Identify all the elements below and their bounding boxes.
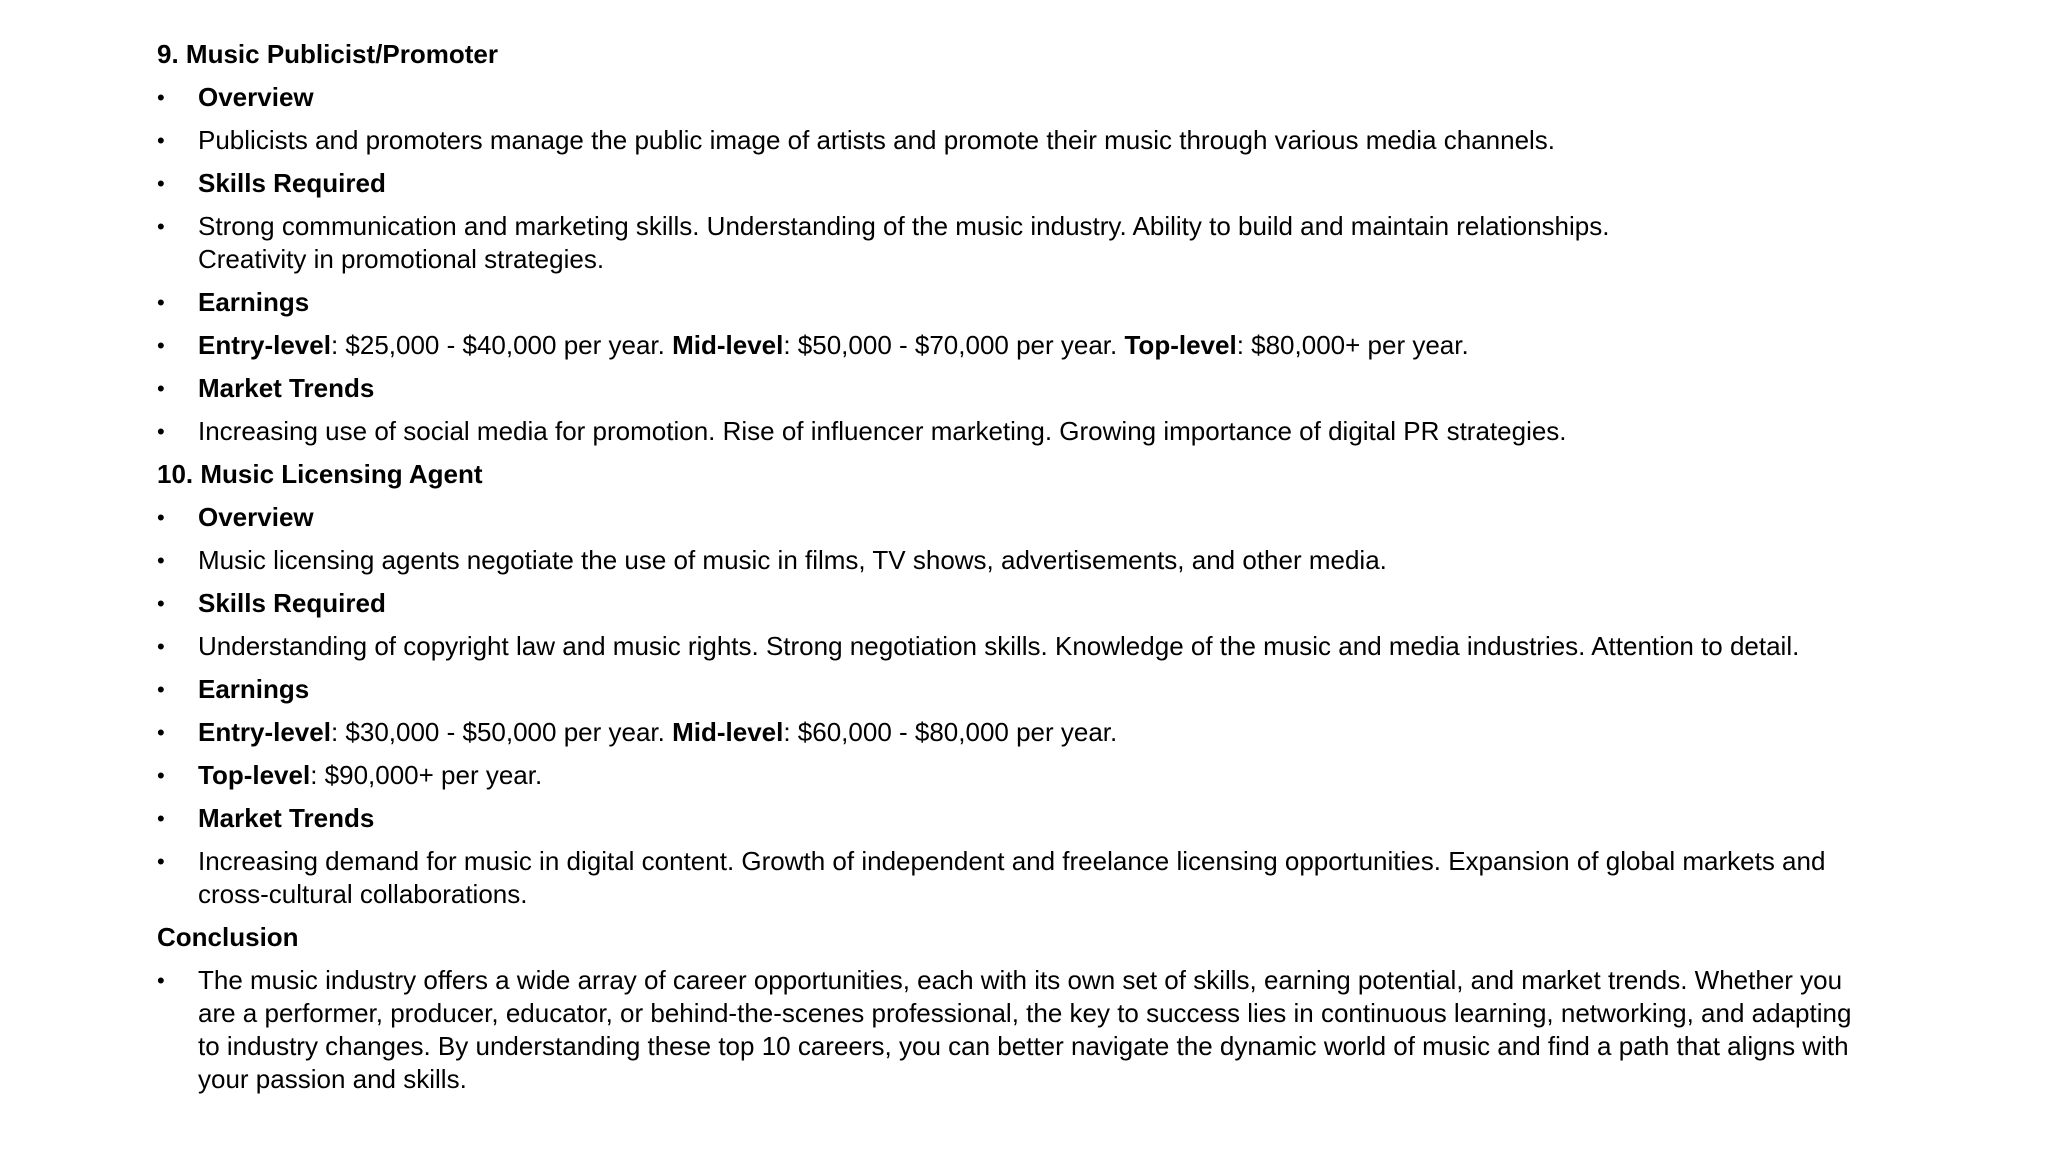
slide-content: [157, 38, 1917, 1106]
list-item: [157, 81, 1917, 114]
skills-label: Skills Required: [198, 588, 386, 618]
bullet-icon: •: [157, 419, 165, 444]
list-item: [157, 964, 1917, 1096]
market-trends-text: Increasing demand for music in digital content. Growth of independent and freelance licensing opportunities. Expansion of global markets and cross-cultural collaborations.: [198, 846, 1826, 909]
bullet-icon: •: [157, 85, 165, 110]
market-trends-text: Increasing use of social media for promotion. Rise of influencer marketing. Growing importance of digital PR strategies.: [198, 416, 1567, 446]
bullet-icon: •: [157, 128, 165, 153]
bullet-icon: •: [157, 849, 165, 874]
market-trends-label: Market Trends: [198, 803, 375, 833]
list-item: [157, 587, 1917, 620]
overview-label: Overview: [198, 82, 314, 112]
skills-text: Understanding of copyright law and music rights. Strong negotiation skills. Knowledge of the music and media industries. Attention to detail.: [198, 631, 1800, 661]
list-item: [157, 329, 1917, 362]
bullet-icon: •: [157, 677, 165, 702]
overview-label: Overview: [198, 502, 314, 532]
mid-level-label: Mid-level: [672, 330, 784, 360]
list-item: [157, 673, 1917, 706]
list-item: [157, 630, 1917, 663]
top-level-text: : $80,000+ per year.: [1236, 330, 1469, 360]
list-item: [157, 167, 1917, 200]
skills-label: Skills Required: [198, 168, 386, 198]
bullet-icon: •: [157, 214, 165, 239]
list-item: [157, 210, 1917, 276]
bullet-icon: •: [157, 591, 165, 616]
mid-level-label: Mid-level: [672, 717, 784, 747]
bullet-icon: •: [157, 720, 165, 745]
earnings-label: Earnings: [198, 674, 310, 704]
section-9-title: 9. Music Publicist/Promoter: [157, 39, 498, 69]
mid-level-text: : $50,000 - $70,000 per year.: [783, 330, 1125, 360]
bullet-icon: •: [157, 548, 165, 573]
bullet-icon: •: [157, 763, 165, 788]
conclusion-title: Conclusion: [157, 922, 299, 952]
entry-level-label: Entry-level: [198, 717, 331, 747]
overview-text: Music licensing agents negotiate the use of music in films, TV shows, advertisements, and other media.: [198, 545, 1387, 575]
mid-level-text: : $60,000 - $80,000 per year.: [783, 717, 1118, 747]
bullet-icon: •: [157, 171, 165, 196]
bullet-icon: •: [157, 290, 165, 315]
list-item: [157, 716, 1917, 749]
bullet-icon: •: [157, 634, 165, 659]
bullet-icon: •: [157, 333, 165, 358]
bullet-icon: •: [157, 505, 165, 530]
bullet-icon: •: [157, 376, 165, 401]
list-item: [157, 372, 1917, 405]
list-item: [157, 802, 1917, 835]
list-item: [157, 286, 1917, 319]
list-item: [157, 501, 1917, 534]
conclusion-text: The music industry offers a wide array of career opportunities, each with its own set of skills, earning potential, and market trends. Whether you are a performer, producer, educator, or behind-the-scenes professional, the key to success lies in continuous learning, networking, and adapting to industry changes. By understanding these top 10 careers, you can better navigate the dynamic world of music and find a path that aligns with your passion and skills.: [198, 965, 1852, 1094]
bullet-icon: •: [157, 968, 165, 993]
top-level-label: Top-level: [198, 760, 311, 790]
entry-level-text: : $30,000 - $50,000 per year.: [330, 717, 673, 747]
list-item: [157, 544, 1917, 577]
overview-text: Publicists and promoters manage the public image of artists and promote their music through various media channels.: [198, 125, 1556, 155]
top-level-label: Top-level: [1124, 330, 1237, 360]
skills-text: Strong communication and marketing skills. Understanding of the music industry. Ability to build and maintain relationships. Creativity in promotional strategies.: [198, 211, 1610, 274]
top-level-text: : $90,000+ per year.: [310, 760, 543, 790]
list-item: [157, 415, 1917, 448]
market-trends-label: Market Trends: [198, 373, 375, 403]
section-10-title: 10. Music Licensing Agent: [157, 459, 483, 489]
entry-level-text: : $25,000 - $40,000 per year.: [330, 330, 673, 360]
list-item: [157, 124, 1917, 157]
entry-level-label: Entry-level: [198, 330, 331, 360]
list-item: [157, 845, 1917, 911]
bullet-icon: •: [157, 806, 165, 831]
list-item: [157, 759, 1917, 792]
earnings-label: Earnings: [198, 287, 310, 317]
